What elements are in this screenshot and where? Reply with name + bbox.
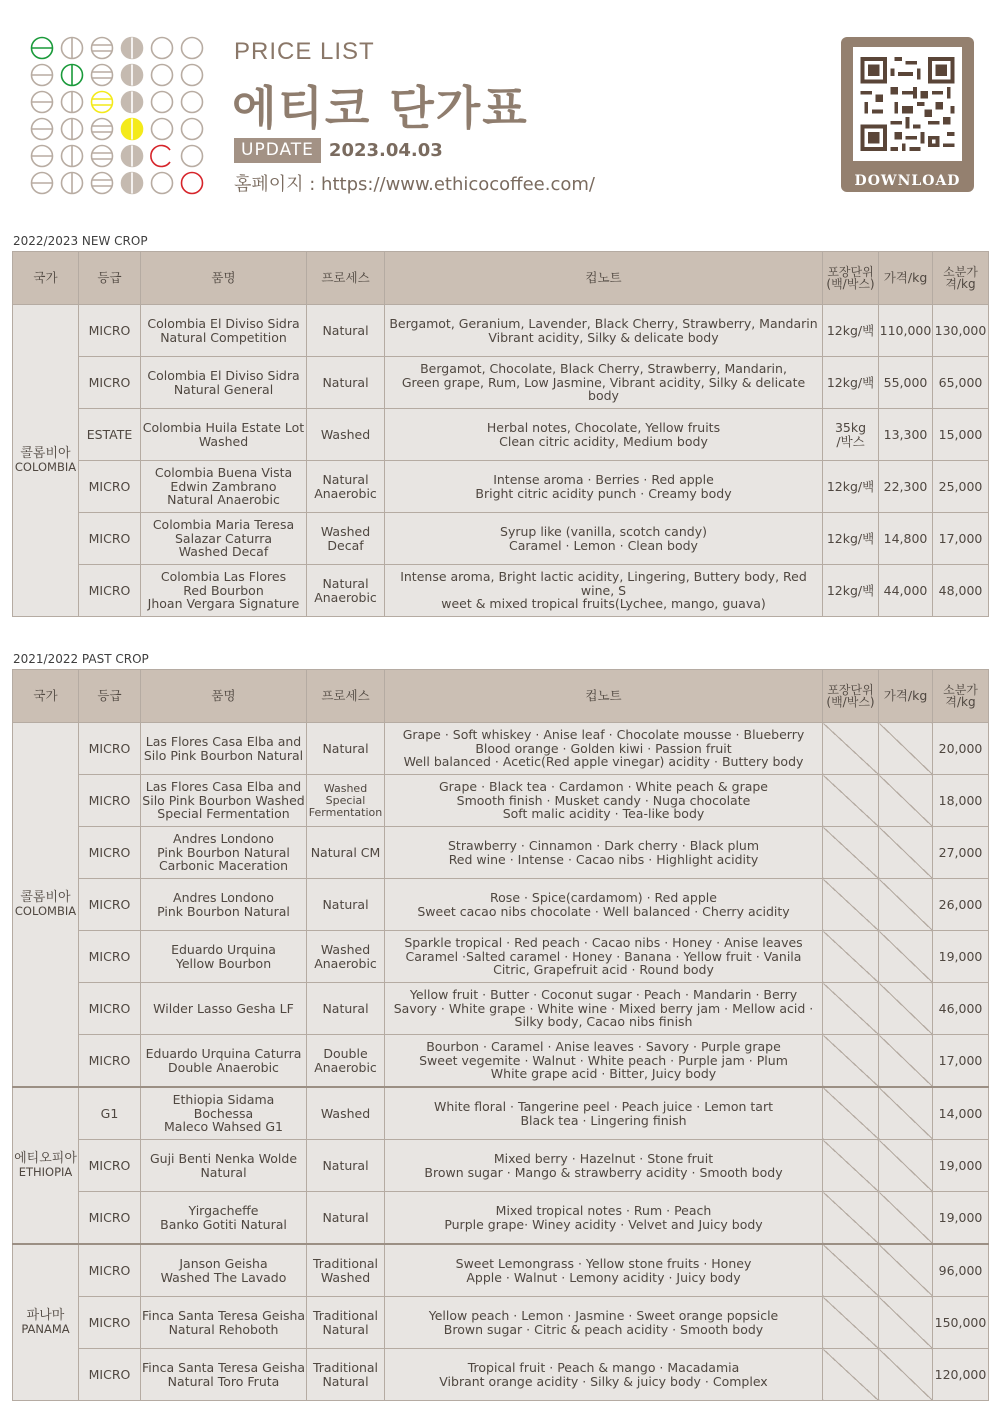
cupnote-cell: Sweet Lemongrass · Yellow stone fruits · Honey Apple · Walnut · Lemony acidity · Juicy body (385, 1244, 823, 1297)
price-cell: 110,000 (879, 305, 933, 357)
unit-cell: 35kg /박스 (823, 409, 879, 461)
table-row (13, 1035, 989, 1088)
cupnote-cell: Tropical fruit · Peach & mango · Macadamia Vibrant orange acidity · Silky & juicy body · Complex (385, 1349, 823, 1401)
small-price-cell: 48,000 (933, 565, 989, 617)
unit-cell-empty (823, 1192, 879, 1245)
name-cell: Colombia Buena Vista Edwin Zambrano Natural Anaerobic (141, 461, 307, 513)
name-cell: Janson Geisha Washed The Lavado (141, 1244, 307, 1297)
small-price-cell: 19,000 (933, 1192, 989, 1245)
country-en: PANAMA (21, 1321, 70, 1336)
process-cell: Washed Anaerobic (307, 931, 385, 983)
update-line (234, 138, 443, 163)
col-cupnote: 컵노트 (385, 252, 823, 305)
process-cell: Washed (307, 1087, 385, 1140)
name-cell: Colombia Las Flores Red Bourbon Jhoan Vergara Signature (141, 565, 307, 617)
table-row (13, 983, 989, 1035)
col-small-price: 소분가 격/kg (933, 252, 989, 305)
price-cell-empty (879, 1244, 933, 1297)
process-cell: Natural Anaerobic (307, 461, 385, 513)
cupnote-cell: Yellow peach · Lemon · Jasmine · Sweet orange popsicle Brown sugar · Citric & peach acidity · Smooth body (385, 1297, 823, 1349)
grade-cell: MICRO (79, 1035, 141, 1088)
price-cell-empty (879, 1140, 933, 1192)
name-cell: Wilder Lasso Gesha LF (141, 983, 307, 1035)
table-row (13, 1087, 989, 1140)
name-cell: Ethiopia Sidama Bochessa Maleco Wahsed G1 (141, 1087, 307, 1140)
small-price-cell: 150,000 (933, 1297, 989, 1349)
process-cell: Natural (307, 1140, 385, 1192)
col-unit: 포장단위 (백/박스) (823, 252, 879, 305)
small-price-cell: 19,000 (933, 1140, 989, 1192)
name-cell: Eduardo Urquina Yellow Bourbon (141, 931, 307, 983)
small-price-cell: 96,000 (933, 1244, 989, 1297)
name-cell: Colombia El Diviso Sidra Natural Competition (141, 305, 307, 357)
process-cell: Double Anaerobic (307, 1035, 385, 1088)
process-cell: Washed Decaf (307, 513, 385, 565)
cupnote-cell: Intense aroma · Berries · Red apple Bright citric acidity punch · Creamy body (385, 461, 823, 513)
cupnote-cell: Strawberry · Cinnamon · Dark cherry · Black plum Red wine · Intense · Cacao nibs · Highlight acidity (385, 827, 823, 879)
download-label[interactable]: DOWNLOAD (854, 173, 961, 189)
cupnote-cell: Mixed tropical notes · Rum · Peach Purple grape· Winey acidity · Velvet and Juicy body (385, 1192, 823, 1245)
price-cell-empty (879, 775, 933, 827)
process-cell: Natural (307, 983, 385, 1035)
country-ko: 에티오피아 (14, 1151, 77, 1166)
table-row (13, 1349, 989, 1401)
unit-cell-empty (823, 1244, 879, 1297)
country-ko: 콜롬비아 (20, 890, 71, 905)
small-price-cell: 26,000 (933, 879, 989, 931)
small-price-cell: 65,000 (933, 357, 989, 409)
process-cell: Traditional Natural (307, 1297, 385, 1349)
country-en: COLOMBIA (14, 459, 77, 474)
past-crop-title: 2021/2022 PAST CROP (13, 652, 149, 666)
qr-code-icon (853, 47, 962, 161)
cupnote-cell: Syrup like (vanilla, scotch candy) Caramel · Lemon · Clean body (385, 513, 823, 565)
homepage-link[interactable]: 홈페이지 : https://www.ethicocoffee.com/ (234, 174, 595, 195)
cupnote-cell: Bourbon · Caramel · Anise leaves · Savory · Purple grape Sweet vegemite · Walnut · White peach · Purple jam · Plum White grape acid · Bitter, Juicy body (385, 1035, 823, 1088)
process-cell: Natural (307, 305, 385, 357)
col-country: 국가 (13, 670, 79, 723)
name-cell: Guji Benti Nenka Wolde Natural (141, 1140, 307, 1192)
qr-download[interactable] (841, 37, 974, 192)
cupnote-cell: Bergamot, Chocolate, Black Cherry, Strawberry, Mandarin, Green grape, Rum, Low Jasmine, Vibrant acidity, Silky & delicate body (385, 357, 823, 409)
price-cell: 13,300 (879, 409, 933, 461)
grade-cell: MICRO (79, 357, 141, 409)
logo-col-2 (62, 38, 83, 194)
cupnote-cell: Rose · Spice(cardamom) · Red apple Sweet cacao nibs chocolate · Well balanced · Cherry acidity (385, 879, 823, 931)
table-header (13, 670, 989, 723)
unit-cell-empty (823, 827, 879, 879)
price-cell-empty (879, 879, 933, 931)
process-cell: Natural (307, 879, 385, 931)
table-row (13, 1140, 989, 1192)
name-cell: Colombia El Diviso Sidra Natural General (141, 357, 307, 409)
grade-cell: MICRO (79, 931, 141, 983)
grade-cell: MICRO (79, 565, 141, 617)
cupnote-cell: Yellow fruit · Butter · Coconut sugar · Peach · Mandarin · Berry Savory · White grape · White wine · Mixed berry jam · Mellow acid · Silky body, Cacao nibs finish (385, 983, 823, 1035)
name-cell: Colombia Maria Teresa Salazar Caturra Washed Decaf (141, 513, 307, 565)
unit-cell-empty (823, 1297, 879, 1349)
table-row (13, 827, 989, 879)
page-title: 에티코 단가표 (232, 81, 529, 135)
grade-cell: MICRO (79, 1244, 141, 1297)
unit-cell-empty (823, 879, 879, 931)
grade-cell: MICRO (79, 1192, 141, 1245)
name-cell: Las Flores Casa Elba and Silo Pink Bourbon Natural (141, 723, 307, 775)
unit-cell: 12kg/백 (823, 461, 879, 513)
price-cell-empty (879, 1192, 933, 1245)
process-cell: Natural (307, 357, 385, 409)
cupnote-cell: White floral · Tangerine peel · Peach juice · Lemon tart Black tea · Lingering finish (385, 1087, 823, 1140)
small-price-cell: 120,000 (933, 1349, 989, 1401)
unit-cell-empty (823, 931, 879, 983)
process-cell: Washed (307, 409, 385, 461)
table-row (13, 931, 989, 983)
small-price-cell: 14,000 (933, 1087, 989, 1140)
cupnote-cell: Grape · Black tea · Cardamon · White peach & grape Smooth finish · Musket candy · Nuga chocolate Soft malic acidity · Tea-like body (385, 775, 823, 827)
unit-cell: 12kg/백 (823, 305, 879, 357)
grade-cell: MICRO (79, 305, 141, 357)
unit-cell-empty (823, 1140, 879, 1192)
table-row (13, 775, 989, 827)
unit-cell: 12kg/백 (823, 513, 879, 565)
small-price-cell: 17,000 (933, 513, 989, 565)
logo-col-6 (182, 38, 203, 194)
col-process: 프로세스 (307, 670, 385, 723)
grade-cell: MICRO (79, 775, 141, 827)
grade-cell: MICRO (79, 1140, 141, 1192)
table-row (13, 1297, 989, 1349)
unit-cell: 12kg/백 (823, 565, 879, 617)
price-cell: 22,300 (879, 461, 933, 513)
unit-cell-empty (823, 775, 879, 827)
table-row (13, 879, 989, 931)
small-price-cell: 17,000 (933, 1035, 989, 1088)
small-price-cell: 25,000 (933, 461, 989, 513)
country-cell (13, 305, 79, 617)
process-cell: Traditional Natural (307, 1349, 385, 1401)
small-price-cell: 20,000 (933, 723, 989, 775)
cupnote-cell: Herbal notes, Chocolate, Yellow fruits Clean citric acidity, Medium body (385, 409, 823, 461)
cupnote-cell: Sparkle tropical · Red peach · Cacao nibs · Honey · Anise leaves Caramel ·Salted caramel · Honey · Banana · Yellow fruit · Vanila Citric, Grapefruit acid · Round body (385, 931, 823, 983)
unit-cell-empty (823, 1035, 879, 1088)
small-price-cell: 15,000 (933, 409, 989, 461)
price-list-label: PRICE LIST (234, 38, 375, 65)
table-header (13, 252, 989, 305)
table-row (13, 305, 989, 357)
col-grade: 등급 (79, 252, 141, 305)
name-cell: Finca Santa Teresa Geisha Natural Toro Fruta (141, 1349, 307, 1401)
price-cell-empty (879, 983, 933, 1035)
logo-col-4 (122, 38, 143, 194)
name-cell: Andres Londono Pink Bourbon Natural Carbonic Maceration (141, 827, 307, 879)
grade-cell: G1 (79, 1087, 141, 1140)
process-cell: Natural (307, 723, 385, 775)
logo-col-1 (32, 38, 53, 194)
unit-cell-empty (823, 723, 879, 775)
name-cell: Las Flores Casa Elba and Silo Pink Bourbon Washed Special Fermentation (141, 775, 307, 827)
table-row (13, 357, 989, 409)
price-cell-empty (879, 1349, 933, 1401)
grade-cell: MICRO (79, 1349, 141, 1401)
process-cell: Natural Anaerobic (307, 565, 385, 617)
country-ko: 콜롬비아 (20, 446, 71, 461)
price-cell-empty (879, 931, 933, 983)
price-cell-empty (879, 827, 933, 879)
grade-cell: ESTATE (79, 409, 141, 461)
name-cell: Eduardo Urquina Caturra Double Anaerobic (141, 1035, 307, 1088)
col-grade: 등급 (79, 670, 141, 723)
grade-cell: MICRO (79, 827, 141, 879)
process-cell: Natural (307, 1192, 385, 1245)
new-crop-table (12, 251, 989, 617)
col-name: 품명 (141, 670, 307, 723)
table-row (13, 461, 989, 513)
col-unit: 포장단위 (백/박스) (823, 670, 879, 723)
name-cell: Yirgacheffe Banko Gotiti Natural (141, 1192, 307, 1245)
grade-cell: MICRO (79, 879, 141, 931)
table-row (13, 409, 989, 461)
small-price-cell: 19,000 (933, 931, 989, 983)
col-country: 국가 (13, 252, 79, 305)
price-cell-empty (879, 1297, 933, 1349)
new-crop-title: 2022/2023 NEW CROP (13, 234, 148, 248)
unit-cell-empty (823, 983, 879, 1035)
grade-cell: MICRO (79, 723, 141, 775)
process-cell: Natural CM (307, 827, 385, 879)
col-price: 가격/kg (879, 252, 933, 305)
table-row (13, 1192, 989, 1245)
country-en: COLOMBIA (14, 903, 77, 918)
country-cell (13, 723, 79, 1088)
cupnote-cell: Mixed berry · Hazelnut · Stone fruit Brown sugar · Mango & strawberry acidity · Smooth body (385, 1140, 823, 1192)
grade-cell: MICRO (79, 1297, 141, 1349)
price-cell: 14,800 (879, 513, 933, 565)
col-small-price: 소분가 격/kg (933, 670, 989, 723)
price-cell: 55,000 (879, 357, 933, 409)
past-crop-table (12, 669, 989, 1401)
country-cell (13, 1087, 79, 1244)
price-cell-empty (879, 1035, 933, 1088)
update-date: 2023.04.03 (328, 140, 443, 161)
cupnote-cell: Grape · Soft whiskey · Anise leaf · Chocolate mousse · Blueberry Blood orange · Golden kiwi · Passion fruit Well balanced · Acetic(Red apple vinegar) acidity · Buttery body (385, 723, 823, 775)
table-row (13, 723, 989, 775)
unit-cell: 12kg/백 (823, 357, 879, 409)
small-price-cell: 46,000 (933, 983, 989, 1035)
country-cell (13, 1244, 79, 1401)
grade-cell: MICRO (79, 513, 141, 565)
small-price-cell: 130,000 (933, 305, 989, 357)
country-ko: 파나마 (26, 1308, 65, 1323)
table-row (13, 513, 989, 565)
process-cell: Traditional Washed (307, 1244, 385, 1297)
small-price-cell: 27,000 (933, 827, 989, 879)
table-row (13, 1244, 989, 1297)
col-price: 가격/kg (879, 670, 933, 723)
cupnote-cell: Bergamot, Geranium, Lavender, Black Cherry, Strawberry, Mandarin Vibrant acidity, Silky & delicate body (385, 305, 823, 357)
price-cell: 44,000 (879, 565, 933, 617)
name-cell: Finca Santa Teresa Geisha Natural Rehoboth (141, 1297, 307, 1349)
name-cell: Colombia Huila Estate Lot Washed (141, 409, 307, 461)
table-row (13, 565, 989, 617)
name-cell: Andres Londono Pink Bourbon Natural (141, 879, 307, 931)
logo-col-5 (151, 38, 173, 194)
grade-cell: MICRO (79, 461, 141, 513)
small-price-cell: 18,000 (933, 775, 989, 827)
process-cell: Washed Special Fermentation (307, 775, 385, 827)
cupnote-cell: Intense aroma, Bright lactic acidity, Lingering, Buttery body, Red wine, S weet & mixed tropical fruits(Lychee, mango, guava) (385, 565, 823, 617)
ethico-logo (30, 36, 206, 196)
update-badge: UPDATE (234, 138, 321, 163)
unit-cell-empty (823, 1349, 879, 1401)
grade-cell: MICRO (79, 983, 141, 1035)
logo-col-3 (92, 38, 113, 194)
price-cell-empty (879, 723, 933, 775)
col-name: 품명 (141, 252, 307, 305)
country-en: ETHIOPIA (18, 1164, 73, 1179)
col-process: 프로세스 (307, 252, 385, 305)
col-cupnote: 컵노트 (385, 670, 823, 723)
price-cell-empty (879, 1087, 933, 1140)
unit-cell-empty (823, 1087, 879, 1140)
